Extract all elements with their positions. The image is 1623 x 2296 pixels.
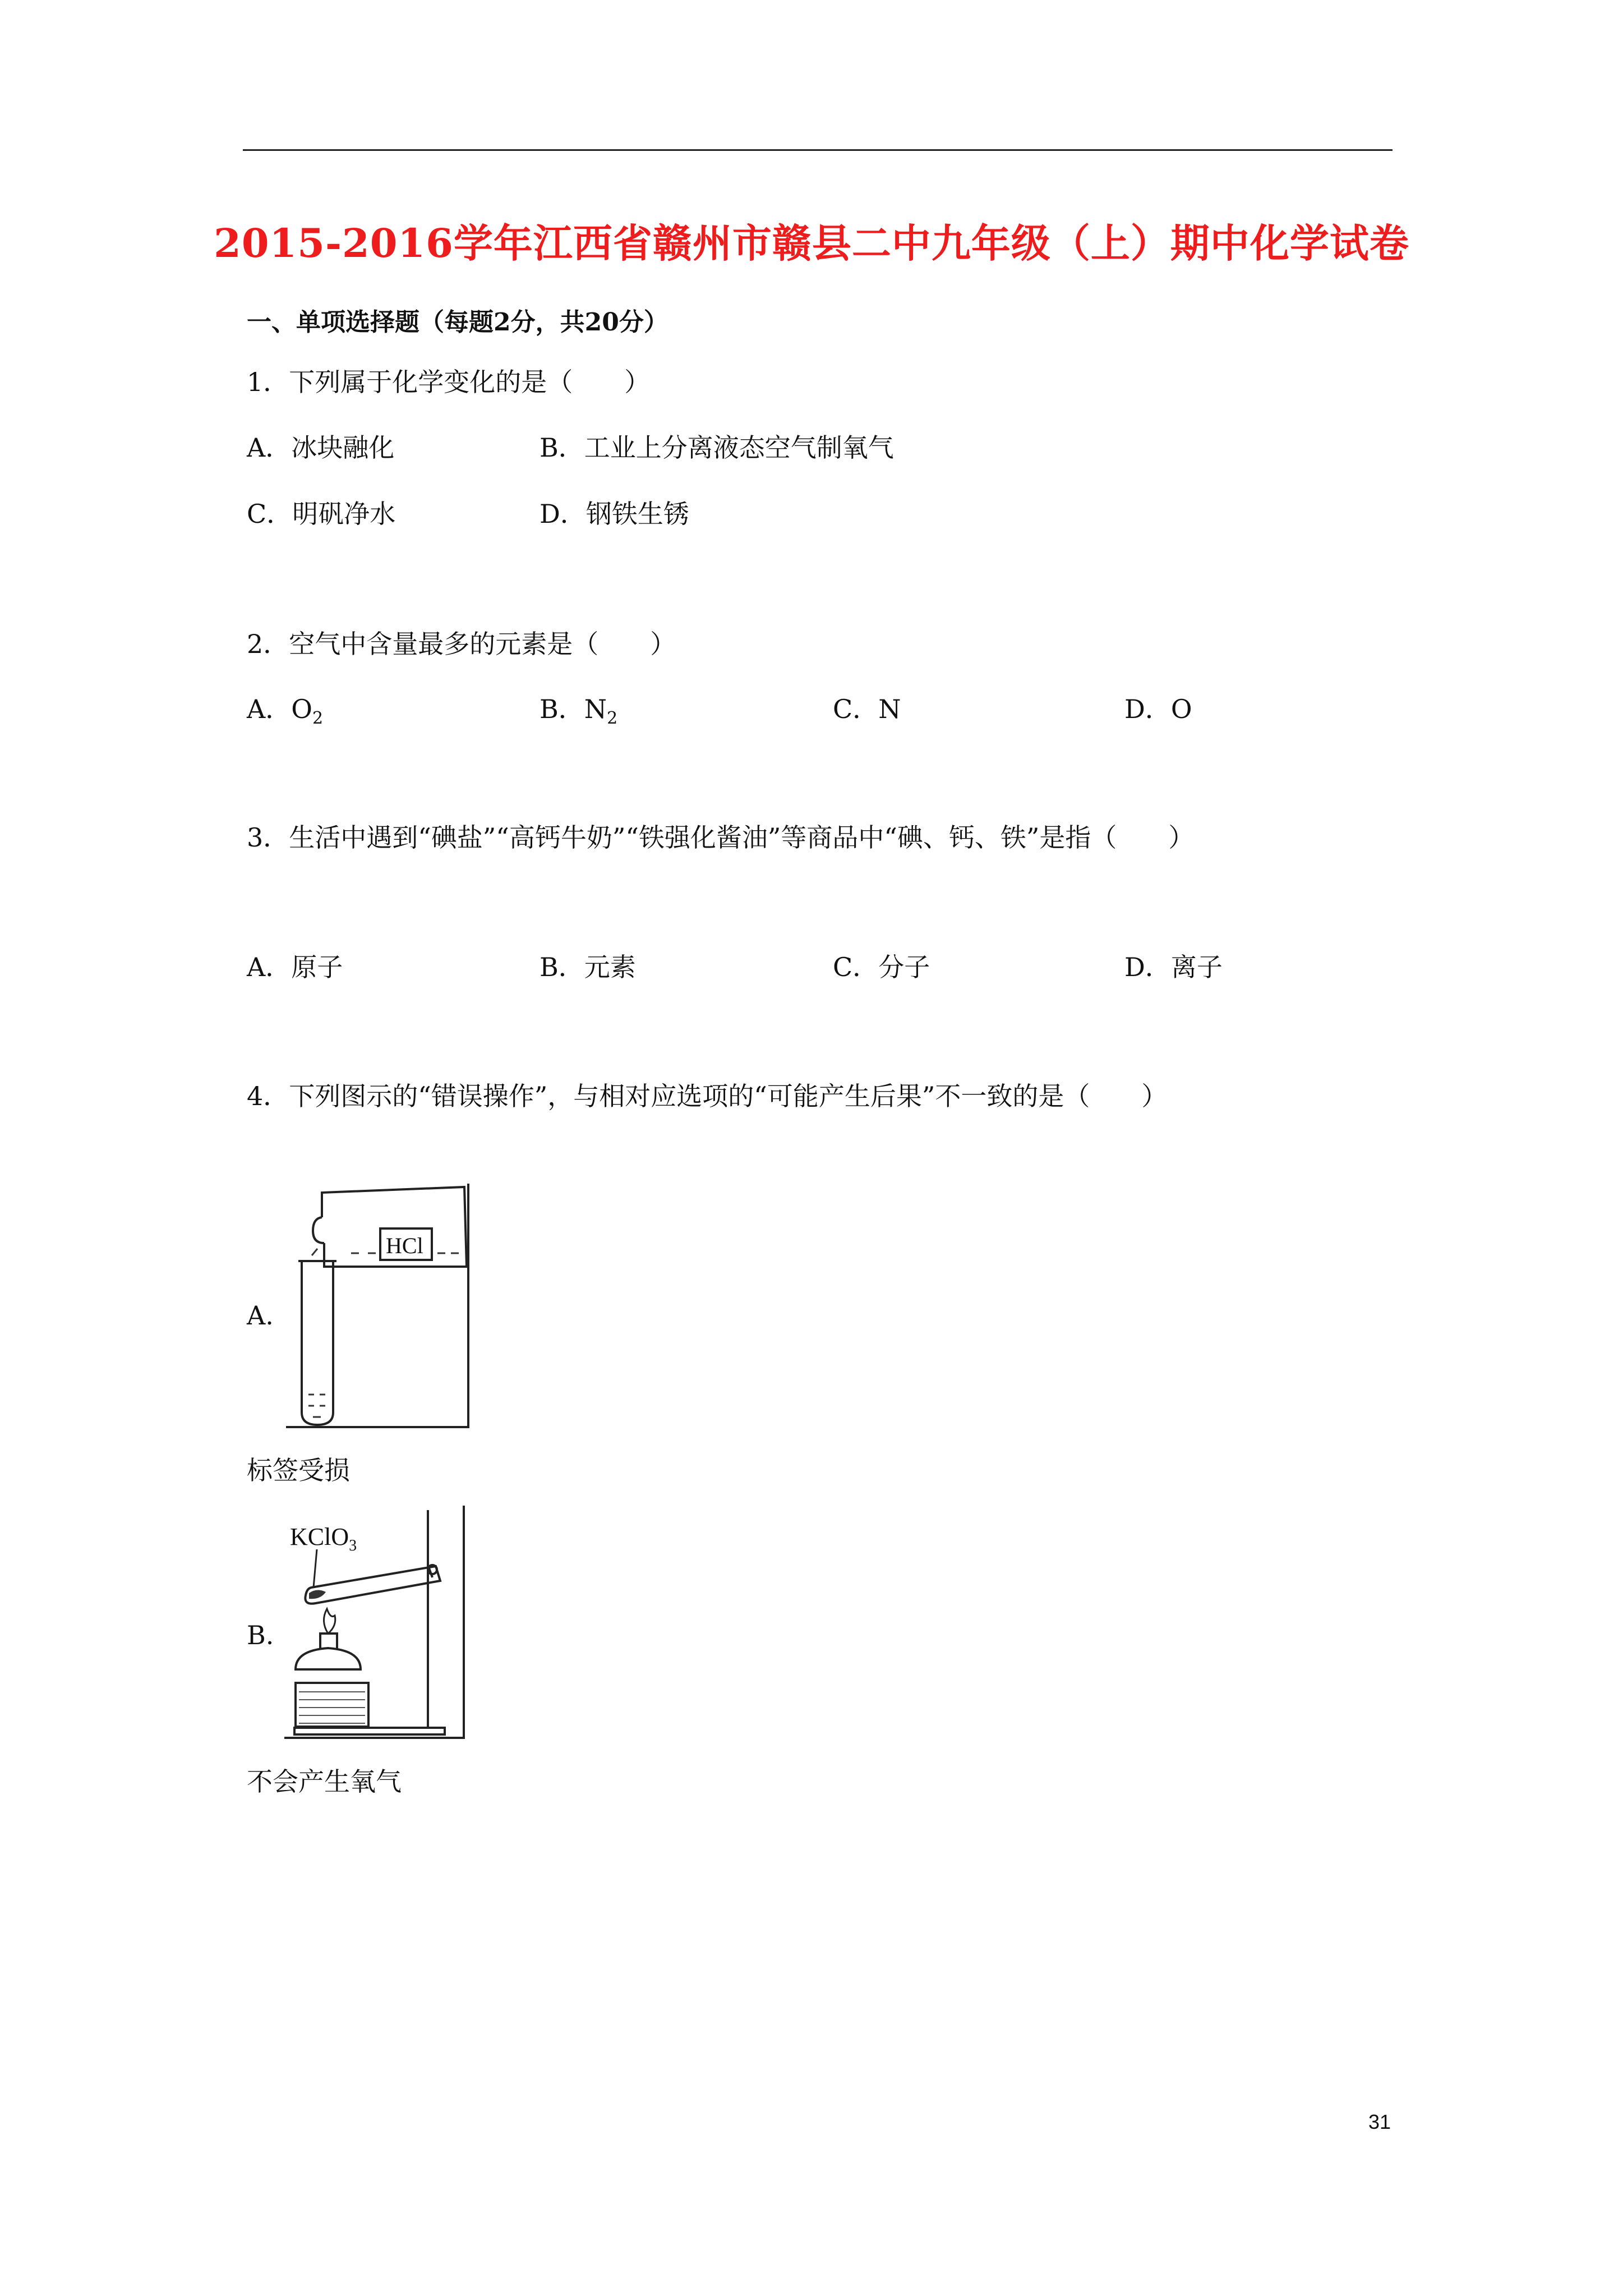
question-2-option-d xyxy=(1124,689,1192,726)
option-b-subscript: 2 xyxy=(607,708,618,728)
question-1-option-a: A．冰块融化 xyxy=(247,432,395,463)
option-c-text: C．N xyxy=(833,694,901,724)
page-number: 31 xyxy=(1368,2110,1391,2133)
heating-test-tube-on-stand-icon xyxy=(283,1503,468,1739)
pouring-bottle-test-tube-icon xyxy=(285,1182,473,1429)
figure-b-label-subscript: 3 xyxy=(349,1537,357,1554)
question-3-option-b: B．元素 xyxy=(540,952,636,982)
question-3-option-a: A．原子 xyxy=(247,952,343,982)
question-2-option-a xyxy=(247,689,323,728)
figure-a-caption: 标签受损 xyxy=(247,1455,350,1485)
question-3-stem: 3．生活中遇到“碘盐”“高钙牛奶”“铁强化酱油”等商品中“碘、钙、铁”是指（ ） xyxy=(247,822,1195,853)
question-2-option-c xyxy=(833,689,901,726)
question-3-option-d: D．离子 xyxy=(1124,952,1223,982)
question-4-stem: 4．下列图示的“错误操作”，与相对应选项的“可能产生后果”不一致的是（ ） xyxy=(247,1081,1168,1111)
figure-a-label: HCl xyxy=(386,1233,423,1258)
figure-a-letter: A. xyxy=(247,1300,274,1331)
option-b-text: B．N xyxy=(540,694,607,724)
question-3-option-c: C．分子 xyxy=(833,952,930,982)
question-1-option-b: B．工业上分离液态空气制氧气 xyxy=(540,432,894,463)
question-2-stem: 2．空气中含量最多的元素是（ ） xyxy=(247,629,676,659)
figure-b-caption: 不会产生氧气 xyxy=(247,1766,402,1797)
question-2-option-b xyxy=(540,689,617,728)
option-a-text: A．O xyxy=(247,694,312,724)
header-rule xyxy=(243,149,1393,151)
option-a-subscript: 2 xyxy=(312,708,324,728)
figure-b-label xyxy=(290,1523,357,1554)
option-d-text: D．O xyxy=(1124,694,1192,724)
question-1-option-d: D．钢铁生锈 xyxy=(540,499,689,529)
figure-b-letter: B. xyxy=(247,1620,274,1650)
figure-b-label-text: KClO xyxy=(290,1523,349,1550)
question-1-stem: 1．下列属于化学变化的是（ ） xyxy=(247,367,651,397)
page-title: 2015-2016学年江西省赣州市赣县二中九年级（上）期中化学试卷 xyxy=(214,220,1409,266)
section-heading: 一、单项选择题（每题2分，共20分） xyxy=(247,308,668,337)
question-1-option-c: C．明矾净水 xyxy=(247,499,396,529)
